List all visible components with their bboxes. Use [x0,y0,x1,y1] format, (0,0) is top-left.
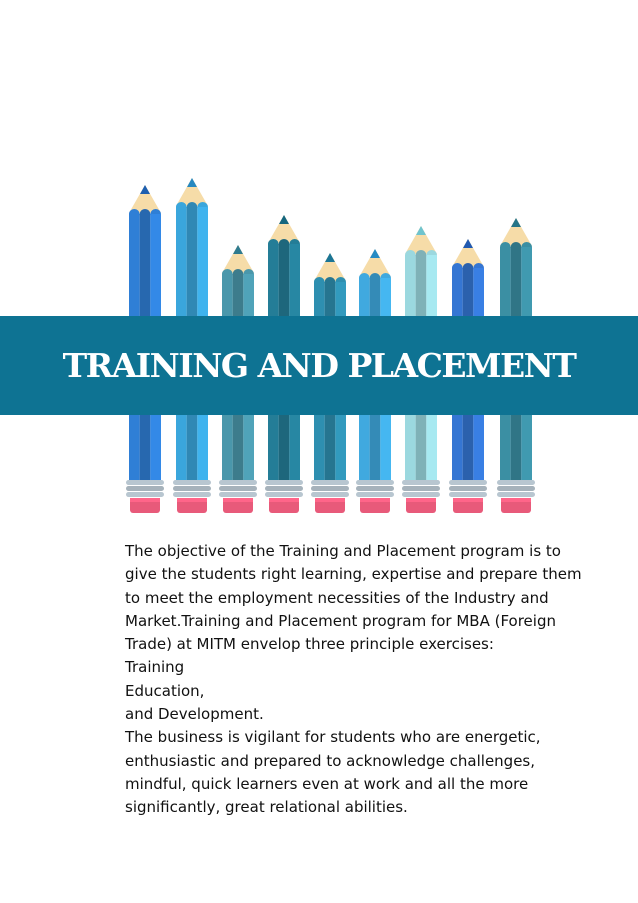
pencil-ferrule [126,492,164,497]
pencil-ferrule [311,492,349,497]
page-title: TRAINING AND PLACEMENT [62,346,576,385]
pencil-eraser-top [453,498,483,502]
closing-paragraph: The business is vigilant for students who are energetic, enthusiastic and prepared to acknowledge challenges, mindful, quick learners even at work and all the more significantly, great relational abilities. [125,728,541,817]
pencil-eraser-top [406,498,436,502]
list-item-education: Education, [125,681,205,700]
list-item-training: Training [125,658,185,677]
pencil-eraser-top [177,498,207,502]
intro-paragraph: The objective of the Training and Placement program is to give the students right learning, expertise and prepare them to meet the employment necessities of the Industry and Market.Training and Placement program for MBA (Foreign Trade) at MITM envelop three principle exercises: [125,542,582,654]
pencil-ferrule [497,492,535,497]
pencil-eraser-top [315,498,345,502]
pencil-eraser-top [223,498,253,502]
pencil-ferrule [449,486,487,491]
pencil-ferrule [402,480,440,485]
pencil-ferrule [449,492,487,497]
body-text [125,540,585,820]
pencil-eraser-top [130,498,160,502]
pencil-lead-tip [279,215,289,224]
pencil-ferrule [265,480,303,485]
pencil-ferrule [497,480,535,485]
pencil-ferrule [356,480,394,485]
pencil-lead-tip [187,178,197,187]
pencil-lead-tip [416,226,426,235]
list-item-development: and Development. [125,705,264,724]
pencil-ferrule [402,486,440,491]
pencil-ferrule [126,480,164,485]
pencil-eraser-top [360,498,390,502]
pencil-ferrule [173,492,211,497]
pencil-eraser-top [501,498,531,502]
pencil-lead-tip [370,249,380,258]
title-banner [0,316,638,415]
pencil-ferrule [356,486,394,491]
pencil-lead-tip [233,245,243,254]
pencil-ferrule [219,480,257,485]
pencil-ferrule [265,486,303,491]
pencil-lead-tip [140,185,150,194]
pencil-ferrule [265,492,303,497]
pencil-lead-tip [511,218,521,227]
pencil-ferrule [356,492,394,497]
pencil-ferrule [126,486,164,491]
pencil-ferrule [219,486,257,491]
pencil-ferrule [311,480,349,485]
pencil-lead-tip [463,239,473,248]
pencil-lead-tip [325,253,335,262]
pencil-ferrule [402,492,440,497]
pencil-ferrule [497,486,535,491]
pencil-ferrule [311,486,349,491]
pencil-eraser-top [269,498,299,502]
pencil-ferrule [449,480,487,485]
pencil-ferrule [173,486,211,491]
pencil-ferrule [219,492,257,497]
pencil-ferrule [173,480,211,485]
